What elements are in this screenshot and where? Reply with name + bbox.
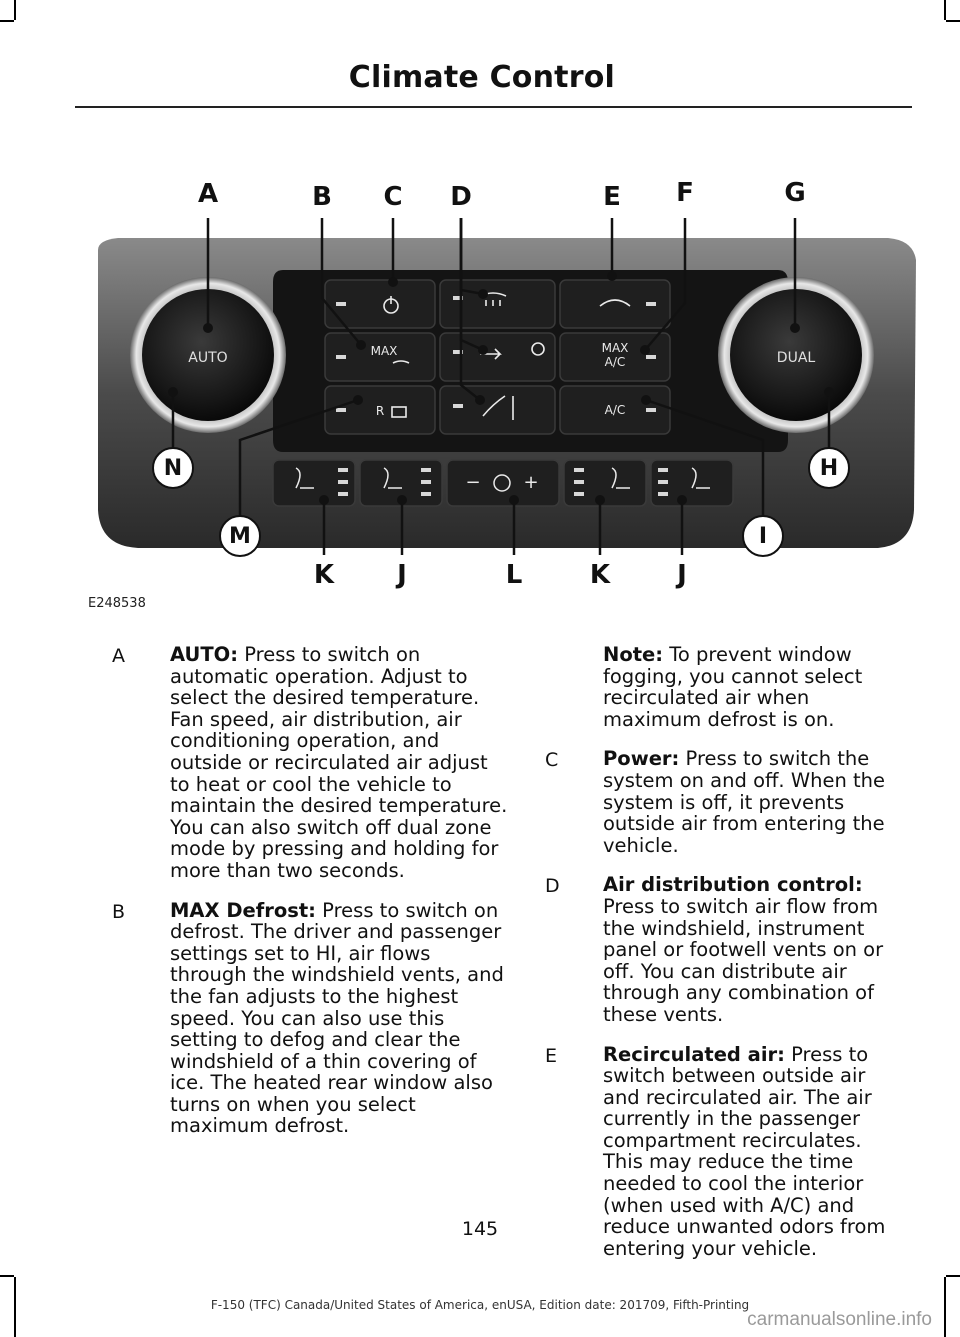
crop-mark [0,20,14,22]
entry-a [112,644,512,882]
figure-id: E248538 [88,596,146,611]
entry-text: Press to switch on defrost. The driver and passenger settings set to HI, air flows through the windshield vents, and the fan adjusts to the highest speed. You can also use this setting to defog and clear the windshield of a thin covering of ice. The heated rear window also turns on when you select maximum defrost. [170,898,504,1138]
note [603,644,905,730]
callout-k: K [589,560,611,590]
entry-text: Press to switch between outside air and recirculated air. The air currently in the passenger compartment recirculates. This may reduce the time needed to cool the interior (when used with A/C) and reduce unwanted odors from entering your vehicle. [603,1042,886,1260]
entry-body [603,748,905,856]
left-column [112,644,512,1155]
page-title: Climate Control [348,60,615,95]
fan-speed-button [447,460,559,506]
entry-body [603,874,905,1025]
entry-term: Air distribution control: [603,873,863,897]
watermark: carmanualsonline.info [747,1309,932,1330]
entry-body [170,900,512,1138]
callout-f: F [676,178,694,208]
callout-m: M [219,515,261,557]
entry-letter: A [112,645,125,667]
entry-text: Press to switch air flow from the windshield, instrument panel or footwell vents on or off. You can distribute air through any combination of these vents. [603,894,884,1026]
fan-minus-label: − [465,472,481,493]
max-ac-label-2: A/C [604,355,626,369]
entry-text: Press to switch on automatic operation. Adjust to select the desired temperature. Fan speed, air distribution, air conditioning operation, and outside or recirculated air adjust to heat or cool the vehicle to maintain the desired temperature. You can also switch off dual zone mode by pressing and holding for more than two seconds. [170,643,508,882]
entry-term: MAX Defrost: [170,898,316,922]
callout-c: C [383,182,403,212]
max-ac-label-1: MAX [601,341,629,355]
crop-mark [14,0,16,20]
crop-mark [946,1275,960,1277]
callout-n: N [152,447,194,489]
entry-b [112,900,512,1138]
crop-mark [946,20,960,22]
entry-letter: B [112,900,126,923]
note-text: To prevent window fogging, you cannot select recirculated air when maximum defrost is on. [603,643,863,731]
auto-label: AUTO [188,350,228,366]
callout-d: D [450,182,472,212]
entry-letter: C [545,749,559,772]
ac-label: A/C [604,403,626,417]
entry-text: Press to switch the system on and off. When the system is off, it prevents outside air from entering the vehicle. [603,747,886,857]
callout-h: H [808,447,850,489]
entry-c [545,748,905,856]
callout-a: A [197,179,219,209]
entry-letter: D [545,875,560,898]
entry-d [545,874,905,1025]
callout-j: J [397,560,407,590]
callout-b: B [312,182,332,212]
callout-e: E [603,182,621,212]
crop-mark [0,1275,14,1277]
climate-panel-illustration [88,170,918,610]
rear-label: R [375,404,385,418]
entry-term: Power: [603,747,680,771]
windshield-button [440,280,555,328]
climate-control-figure [88,170,918,610]
crop-mark [944,0,946,20]
callout-g: G [784,178,806,208]
footwell-button [440,386,555,434]
entry-term: Recirculated air: [603,1042,785,1066]
fan-plus-label: + [523,472,539,493]
entry-letter: E [545,1044,558,1067]
callout-k: K [313,560,335,590]
dual-label: DUAL [776,350,816,366]
right-column [545,644,905,1277]
footer-edition: F-150 (TFC) Canada/United States of America, enUSA, Edition date: 201709, Fifth-Printing [210,1298,750,1312]
entry-term: AUTO: [170,643,239,666]
callout-j: J [677,560,687,590]
max-defrost-label: MAX [370,344,398,358]
callout-i: I [742,515,784,557]
note-term: Note: [603,643,664,666]
page-number: 145 [461,1218,499,1240]
entry-body [170,644,512,882]
header-divider [75,106,912,108]
callout-l: L [505,560,523,590]
